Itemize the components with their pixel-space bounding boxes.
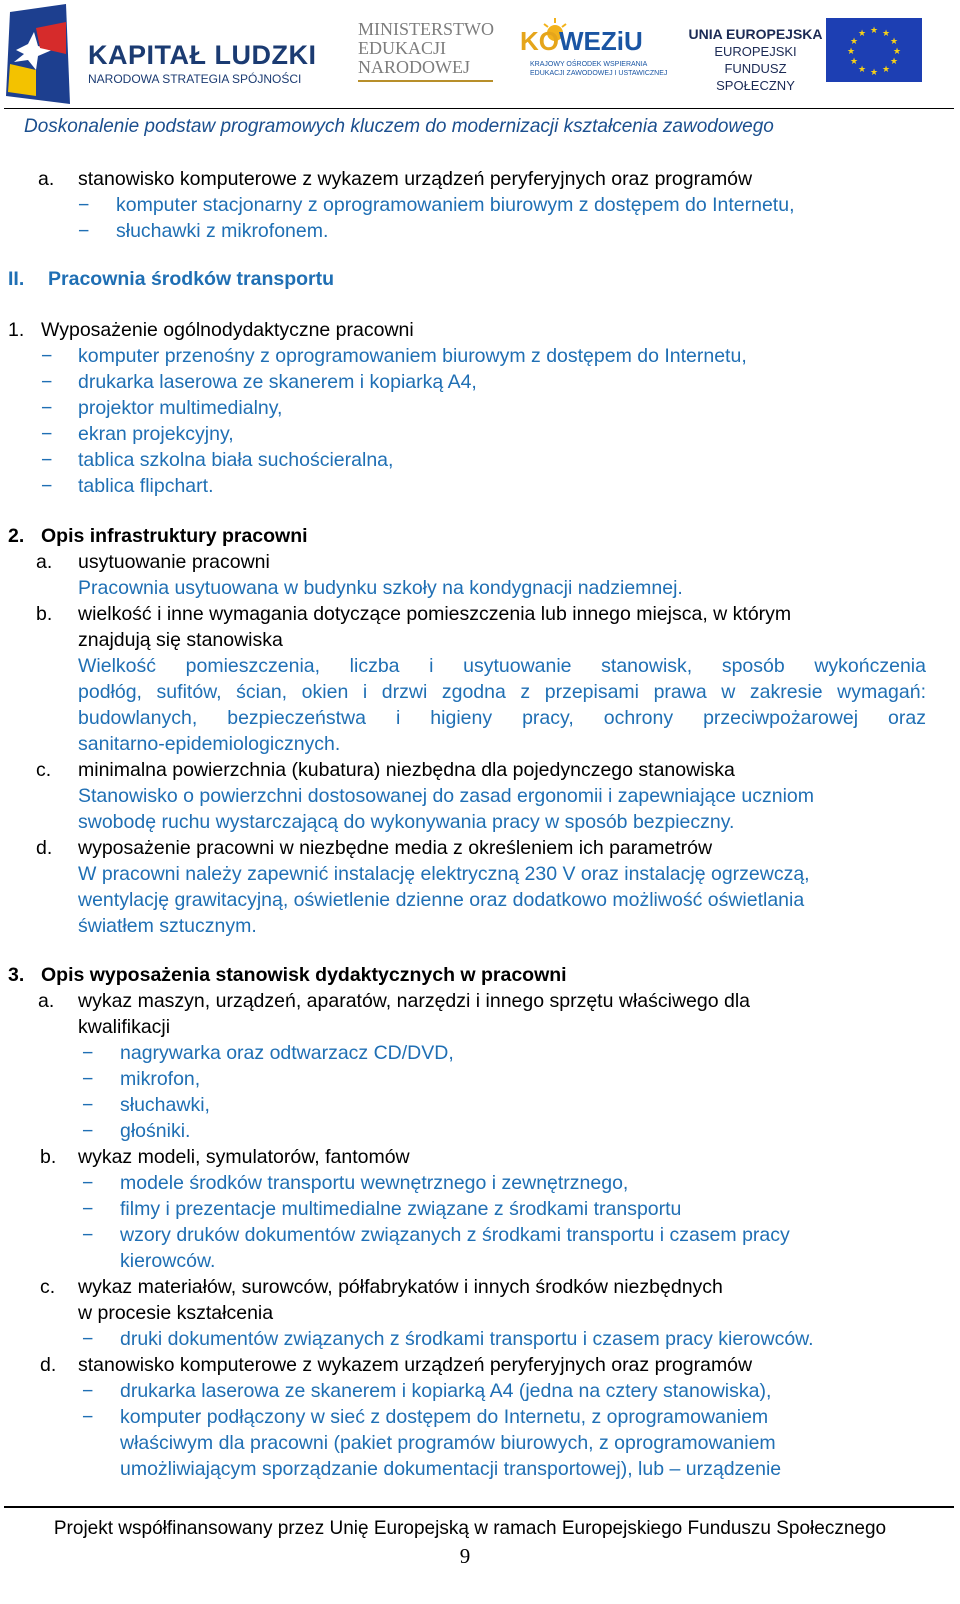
eu-flag-icon [826, 18, 922, 82]
bullet-marker: − [41, 345, 53, 367]
item-marker: c. [36, 759, 52, 781]
text-line: właściwym dla pracowni (pakiet programów biurowych, z oprogramowaniem [120, 1432, 776, 1454]
text-line: budowlanych, bezpieczeństwa i higieny pracy, ochrony przeciwpożarowej oraz [78, 707, 926, 729]
page-header [0, 0, 960, 112]
koweziu-sub-2: EDUKACJI ZAWODOWEJ I USTAWICZNEJ [530, 70, 668, 77]
svg-text:★: ★ [846, 47, 856, 57]
text-line: Stanowisko o powierzchni dostosowanej do zasad ergonomii i zapewniające uczniom [78, 785, 814, 807]
text-line: tablica szkolna biała suchościeralna, [78, 449, 394, 471]
item-marker: b. [40, 1146, 57, 1168]
text-line: umożliwiającym sporządzanie dokumentacji transportowej), lub – urządzenie [120, 1458, 782, 1480]
text-line: drukarka laserowa ze skanerem i kopiarką A4, [78, 371, 477, 393]
text-line: stanowisko komputerowe z wykazem urządzeń peryferyjnych oraz programów [78, 1354, 753, 1376]
bullet-marker: − [82, 1042, 94, 1064]
eu-line-1: UNIA EUROPEJSKA [688, 26, 823, 42]
koweziu-subtitle [530, 60, 668, 78]
bullet-marker: − [41, 449, 53, 471]
item-marker: d. [36, 837, 53, 859]
text-line: minimalna powierzchnia (kubatura) niezbędna dla pojedynczego stanowiska [78, 759, 735, 781]
bullet-marker: − [82, 1120, 94, 1142]
bullet-marker: − [82, 1224, 94, 1246]
text-line: nagrywarka oraz odtwarzacz CD/DVD, [120, 1042, 454, 1064]
page-subtitle: Doskonalenie podstaw programowych kluczem do modernizacji kształcenia zawodowego [24, 116, 774, 137]
text-line: wzory druków dokumentów związanych z środkami transportu i czasem pracy [120, 1224, 790, 1246]
bullet-marker: − [41, 423, 53, 445]
text-line: mikrofon, [120, 1068, 201, 1090]
text-line: projektor multimedialny, [78, 397, 283, 419]
bullet-marker: − [82, 1406, 94, 1428]
ministry-logo [358, 20, 508, 86]
text-line: w procesie kształcenia [78, 1302, 274, 1324]
text-line: komputer stacjonarny z oprogramowaniem biurowym z dostępem do Internetu, [116, 194, 795, 216]
ministry-underline [358, 80, 493, 82]
text-line: stanowisko komputerowe z wykazem urządzeń peryferyjnych oraz programów [78, 168, 753, 190]
eu-line-3: FUNDUSZ SPOŁECZNY [716, 61, 795, 93]
bullet-marker: − [78, 194, 90, 216]
item-marker: a. [38, 990, 55, 1012]
section-heading: Pracownia środków transportu [48, 268, 335, 290]
text-line: tablica flipchart. [78, 475, 214, 497]
bullet-marker: − [41, 371, 53, 393]
koweziu-sub-1: KRAJOWY OŚRODEK WSPIERANIA [530, 61, 648, 68]
koweziu-logo [520, 18, 668, 90]
text-line: wykaz modeli, symulatorów, fantomów [78, 1146, 410, 1168]
kapital-ludzki-star-icon [6, 4, 74, 104]
text-line: słuchawki z mikrofonem. [116, 220, 329, 242]
text-line: sanitarno-epidemiologicznych. [78, 733, 341, 755]
text-line: głośniki. [120, 1120, 191, 1142]
svg-text:★: ★ [869, 68, 879, 78]
bullet-marker: − [82, 1068, 94, 1090]
text-line: kwalifikacji [78, 1016, 171, 1038]
text-line: podłóg, sufitów, ścian, okien i drzwi zgodna z przepisami prawa w zakresie wymagań: [78, 681, 926, 703]
svg-text:★: ★ [849, 57, 859, 67]
svg-text:★: ★ [857, 65, 867, 75]
kapital-ludzki-subtitle: NARODOWA STRATEGIA SPÓJNOŚCI [88, 72, 302, 86]
subsection-heading: Wyposażenie ogólnodydaktyczne pracowni [41, 319, 414, 341]
bullet-marker: − [82, 1380, 94, 1402]
text-line: wykaz maszyn, urządzeń, aparatów, narzędzi i innego sprzętu właściwego dla [78, 990, 751, 1012]
item-marker: a. [38, 168, 55, 190]
footer-text: Projekt współfinansowany przez Unię Europejską w ramach Europejskiego Funduszu Społecznego [53, 1518, 887, 1539]
koweziu-name: KOWEZiU [520, 26, 643, 56]
svg-text:★: ★ [857, 29, 867, 39]
text-line: drukarka laserowa ze skanerem i kopiarką A4 (jedna na cztery stanowiska), [120, 1380, 772, 1402]
text-line: światłem sztucznym. [78, 915, 257, 937]
text-line: W pracowni należy zapewnić instalację elektryczną 230 V oraz instalację ogrzewczą, [78, 863, 810, 885]
text-line: słuchawki, [120, 1094, 210, 1116]
text-line: komputer przenośny z oprogramowaniem biurowym z dostępem do Internetu, [78, 345, 747, 367]
subsection-heading: Opis wyposażenia stanowisk dydaktycznych w pracowni [41, 964, 567, 986]
text-line: znajdują się stanowiska [78, 629, 283, 651]
bullet-marker: − [82, 1198, 94, 1220]
kapital-ludzki-logo [6, 4, 317, 104]
text-line: Wielkość pomieszczenia, liczba i usytuowanie stanowisk, sposób wykończenia [78, 655, 926, 677]
eu-text [688, 26, 823, 94]
bullet-marker: − [78, 220, 90, 242]
text-line: Pracownia usytuowana w budynku szkoły na kondygnacji nadziemnej. [78, 577, 683, 599]
item-marker: 3. [8, 964, 25, 986]
svg-text:★: ★ [869, 26, 879, 36]
eu-logo [688, 18, 928, 93]
svg-text:★: ★ [849, 37, 859, 47]
ministry-line-1: MINISTERSTWO [358, 19, 494, 39]
text-line: filmy i prezentacje multimedialne związane z środkami transportu [120, 1198, 682, 1220]
svg-text:★: ★ [889, 57, 899, 67]
svg-text:★: ★ [892, 47, 902, 57]
text-line: kierowców. [120, 1250, 216, 1272]
text-line: ekran projekcyjny, [78, 423, 234, 445]
text-line: wykaz materiałów, surowców, półfabrykatów i innych środków niezbędnych [78, 1276, 723, 1298]
item-marker: 1. [8, 319, 25, 341]
ministry-line-3: NARODOWEJ [358, 57, 470, 77]
text-line: wyposażenie pracowni w niezbędne media z określeniem ich parametrów [78, 837, 713, 859]
item-marker: a. [36, 551, 53, 573]
text-line: swobodę ruchu wystarczającą do wykonywania pracy w sposób bezpieczny. [78, 811, 735, 833]
svg-text:★: ★ [881, 65, 891, 75]
koweziu-rest: WEZiU [559, 26, 643, 56]
item-marker: b. [36, 603, 53, 625]
text-line: modele środków transportu wewnętrznego i zewnętrznego, [120, 1172, 629, 1194]
text-line: wentylację grawitacyjną, oświetlenie dzienne oraz dodatkowo możliwość oświetlania [78, 889, 805, 911]
bullet-marker: − [82, 1094, 94, 1116]
bullet-marker: − [82, 1172, 94, 1194]
bullet-marker: − [82, 1328, 94, 1350]
footer-divider [4, 1506, 954, 1508]
item-marker: c. [40, 1276, 56, 1298]
svg-text:★: ★ [881, 29, 891, 39]
section-number: II. [8, 268, 25, 290]
item-marker: 2. [8, 525, 25, 547]
subsection-heading: Opis infrastruktury pracowni [41, 525, 308, 547]
page-number: 9 [459, 1544, 471, 1568]
text-line: komputer podłączony w sieć z dostępem do Internetu, z oprogramowaniem [120, 1406, 769, 1428]
svg-text:★: ★ [889, 37, 899, 47]
ministry-line-2: EDUKACJI [358, 38, 446, 58]
eu-line-2: EUROPEJSKI [714, 44, 797, 59]
text-line: usytuowanie pracowni [78, 551, 270, 573]
koweziu-k: K [520, 26, 539, 56]
text-line: druki dokumentów związanych z środkami transportu i czasem pracy kierowców. [120, 1328, 814, 1350]
item-marker: d. [40, 1354, 57, 1376]
kapital-ludzki-title: KAPITAŁ LUDZKI [88, 40, 317, 70]
text-line: wielkość i inne wymagania dotyczące pomieszczenia lub innego miejsca, w którym [78, 603, 792, 625]
bullet-marker: − [41, 397, 53, 419]
bullet-marker: − [41, 475, 53, 497]
header-divider [4, 108, 954, 109]
